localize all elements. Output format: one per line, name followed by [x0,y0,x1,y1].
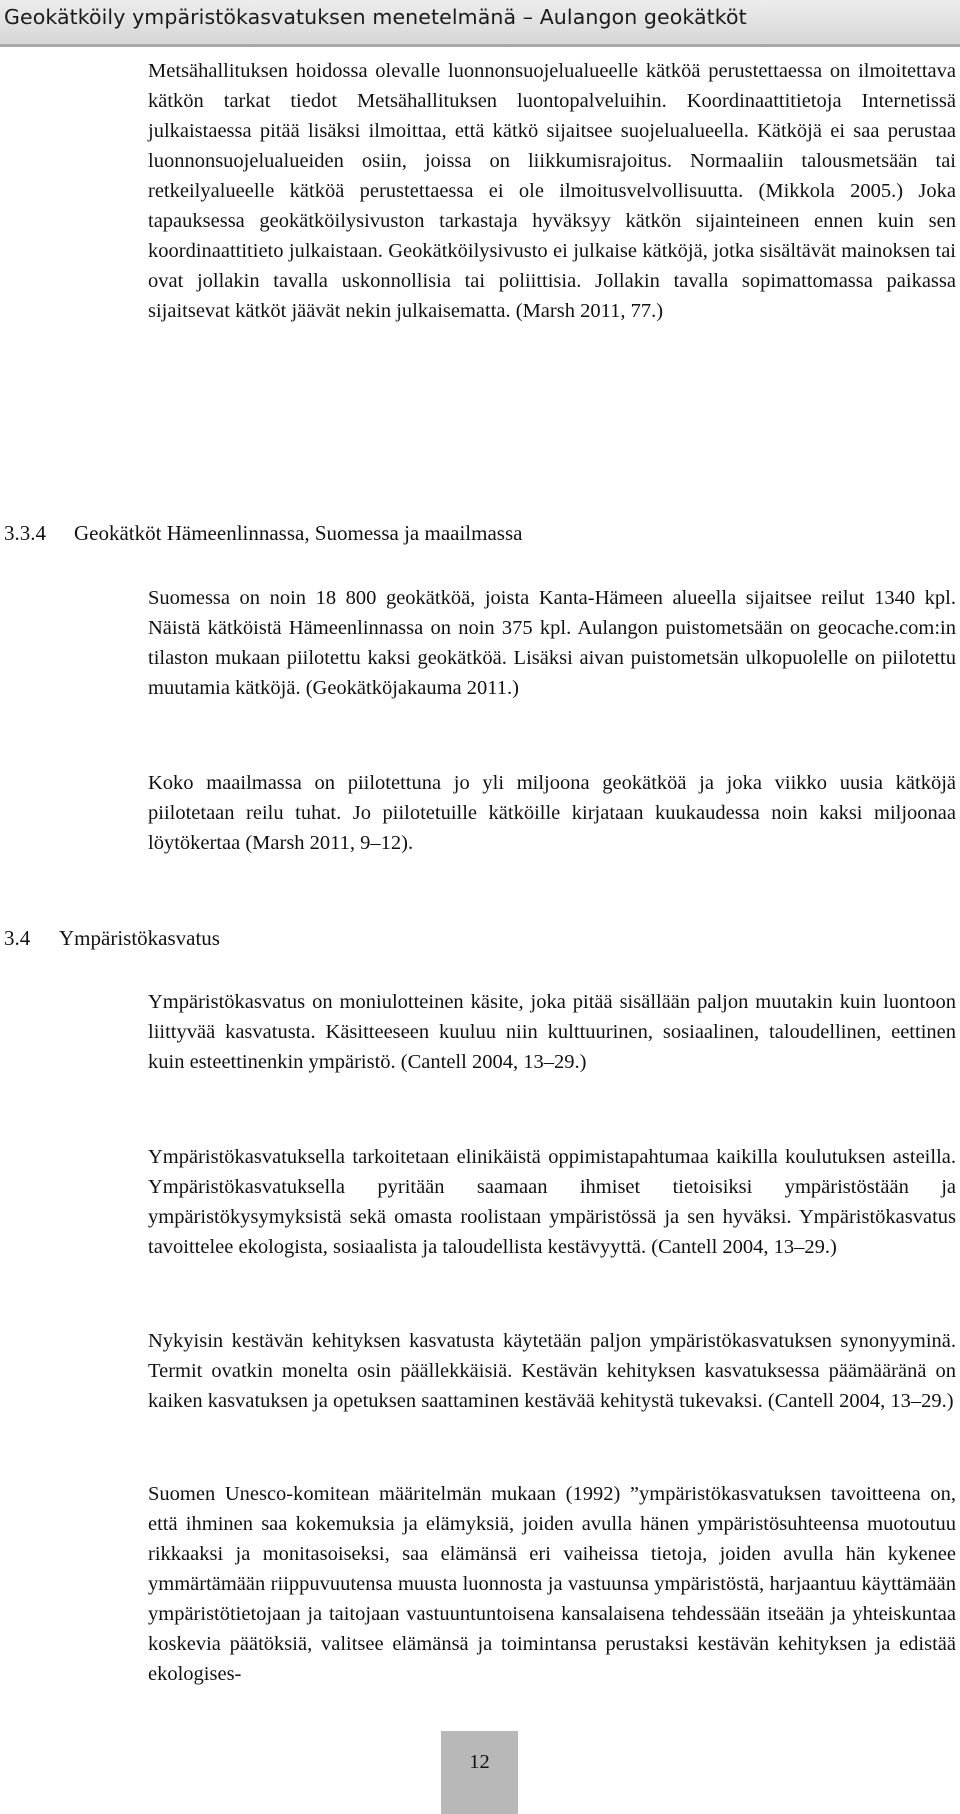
section-title: Ympäristökasvatus [59,926,220,950]
section-heading-3-4 [4,923,220,953]
page-number: 12 [469,1751,490,1773]
section-heading-3-3-4 [4,518,522,548]
paragraph-finland-caches: Suomessa on noin 18 800 geokätköä, joista Kanta-Hämeen alueella sijaitsee reilut 1340 kpl. Näistä kätköistä Hämeenlinnassa on noin 375 kpl. Aulangon puistometsään on geocache.com:in tilaston mukaan piilotettu kaksi geokätköä. Lisäksi aivan puistometsän ulkopuolelle on piilotettu muutamia kätköjä. (Geokätköjakauma 2011.) [148,587,956,699]
section-title: Geokätköt Hämeenlinnassa, Suomessa ja maailmassa [74,521,523,545]
running-header [0,0,960,47]
document-title: Geokätköily ympäristökasvatuksen menetelmänä – Aulangon geokätköt [4,5,747,29]
paragraph-env-education-definition: Ympäristökasvatus on moniulotteinen käsite, joka pitää sisällään paljon muutakin kuin luontoon liittyvää kasvatusta. Käsitteeseen kuuluu niin kulttuurinen, sosiaalinen, taloudellinen, eettinen kuin esteettinenkin ympäristö. (Cantell 2004, 13–29.) [148,991,956,1073]
paragraph-world-caches: Koko maailmassa on piilotettuna jo yli miljoona geokätköä ja joka viikko uusia kätköjä piilotetaan reilu tuhat. Jo piilotetuille kätköille kirjataan kuukaudessa noin kaksi miljoonaa löytökertaa (Marsh 2011, 9–12). [148,772,956,854]
paragraph-lifelong-learning: Ympäristökasvatuksella tarkoitetaan elinikäistä oppimistapahtumaa kaikilla koulutuksen asteilla. Ympäristökasvatuksella pyritään saamaan ihmiset tietoisiksi ympäristöstään ja ympäristökysymyksistä sekä omasta roolistaan ympäristössä ja sen hyväksi. Ympäristökasvatus tavoittelee ekologista, sosiaalista ja taloudellista kestävyyttä. (Cantell 2004, 13–29.) [148,1146,956,1258]
section-number: 3.4 [4,926,31,950]
paragraph-metsahallitus: Metsähallituksen hoidossa olevalle luonnonsuojelualueelle kätköä perustettaessa on ilmoitettava kätkön tarkat tiedot Metsähallituksen luontopalveluihin. Koordinaattitietoja Internetissä julkaistaessa pitää lisäksi ilmoittaa, että kätkö sijaitsee suojelualueella. Kätköjä ei saa perustaa luonnonsuojelualueiden osiin, joissa on liikkumisrajoitus. Normaaliin talousmetsään tai retkeilyalueelle kätköä perustettaessa ei ole ilmoitusvelvollisuutta. (Mikkola 2005.) Joka tapauksessa geokätköilysivuston tarkastaja hyväksyy kätkön sijainteineen ennen kuin sen koordinaattitieto julkaistaan. Geokätköilysivusto ei julkaise kätköjä, jotka sisältävät mainoksen tai ovat jollakin tavalla uskonnollisia tai poliittisia. Jollakin tavalla sopimattomassa paikassa sijaitsevat kätköt jäävät nekin julkaisematta. (Marsh 2011, 77.) [148,60,956,322]
page-number-box [441,1731,518,1814]
section-number: 3.3.4 [4,521,46,545]
paragraph-unesco-definition: Suomen Unesco-komitean määritelmän mukaan (1992) ”ympäristökasvatuksen tavoitteena on, että ihminen saa kokemuksia ja elämyksiä, joiden avulla hänen ympäristösuhteensa muotoutuu rikkaaksi ja monitasoiseksi, saa elämänsä eri vaiheissa tietoja, joiden avulla hän kykenee ymmärtämään riippuvuutensa muusta luonnosta ja vastuunsa ympäristöstä, harjaantuu käyttämään ympäristötietojaan ja taitojaan vastuuntuntoisena kansalaisena tehdessään itseään ja yhteiskuntaa koskevia päätöksiä, valitsee elämänsä ja toimintansa perustaksi kestävän kehityksen ja edistää ekologises- [148,1483,956,1685]
paragraph-sustainable-development: Nykyisin kestävän kehityksen kasvatusta käytetään paljon ympäristökasvatuksen synonyyminä. Termit ovatkin monelta osin päällekkäisiä. Kestävän kehityksen kasvatuksessa päämääränä on kaiken kasvatuksen ja opetuksen saattaminen kestävää kehitystä tukevaksi. (Cantell 2004, 13–29.) [148,1330,956,1412]
